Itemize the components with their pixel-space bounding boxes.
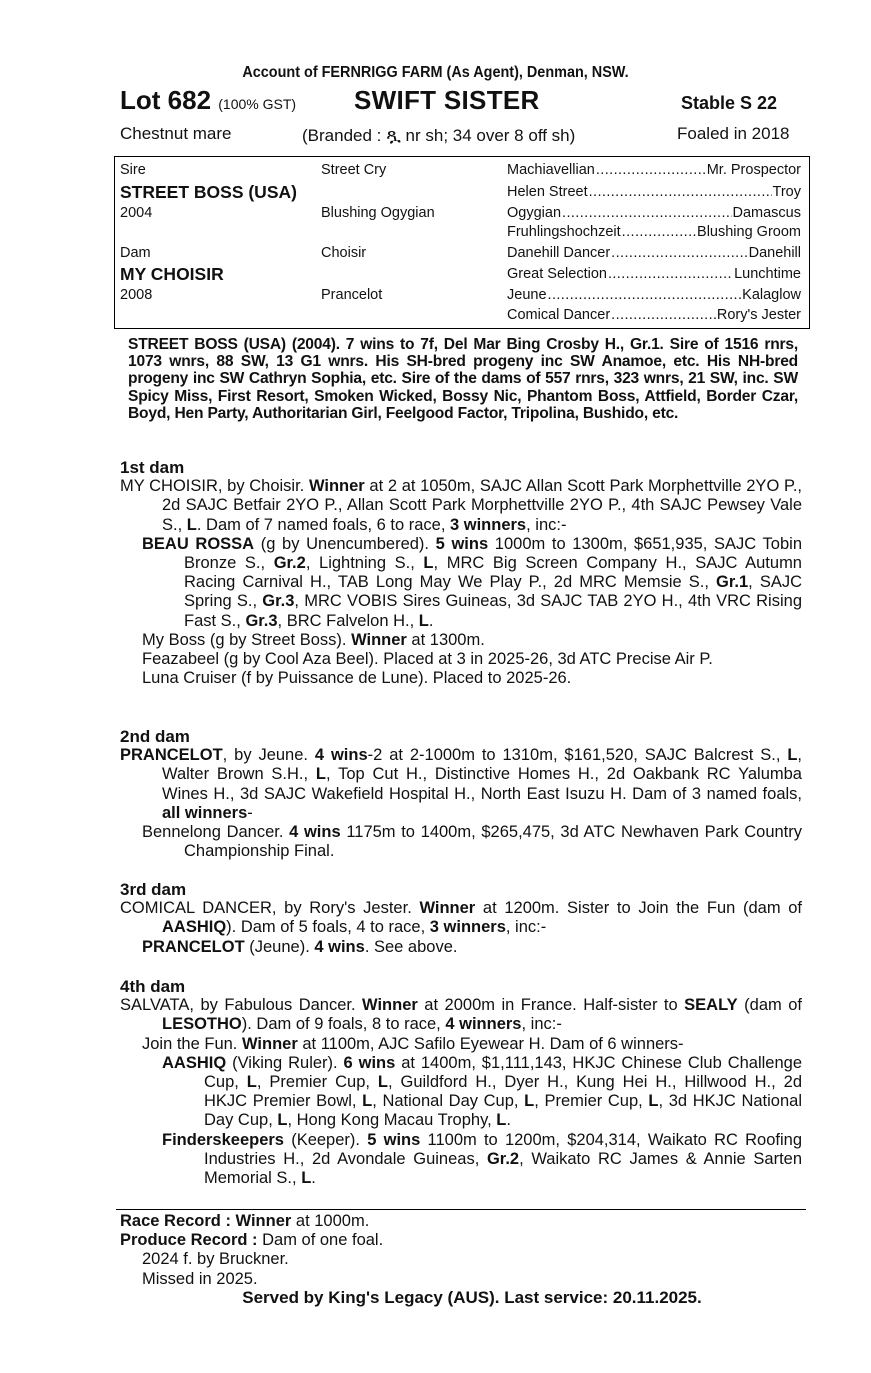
ancestor-row [507, 162, 801, 178]
produce-foal-2024: 2024 f. by Bruckner. [142, 1250, 289, 1269]
third-dam-section [120, 880, 802, 957]
brand-suffix: nr sh; 34 over 8 off sh) [400, 126, 576, 145]
bold: 5 wins [435, 534, 489, 553]
my-boss-entry [142, 631, 802, 650]
ancestor-right: Danehill [748, 245, 801, 261]
sire-label: Sire [120, 162, 146, 178]
horse-name: PRANCELOT [120, 746, 223, 765]
ancestor-row [507, 224, 801, 240]
horse-name: SEALY [684, 996, 738, 1015]
text: . Dam of 7 named foals, 6 to race, [196, 515, 450, 534]
text: -2 at 2-1000m to 1310m, $161,520, SAJC Balcrest S., [367, 746, 788, 765]
horse-name: PRANCELOT [142, 937, 245, 956]
brand-description [302, 124, 575, 146]
ancestor-left: Comical Dancer [507, 307, 611, 323]
brand-mark-icon: ጿ [386, 124, 401, 146]
ancestor-row [507, 266, 801, 282]
ancestor-right: Kalaglow [742, 287, 801, 303]
luna-cruiser-entry: Luna Cruiser (f by Puissance de Lune). Placed to 2025-26. [142, 669, 572, 688]
text: at 2 at 1050m, SAJC Allan Scott Park Morphettville 2YO P., 2d SAJC Betfair 2YO P., Allan Scott Park Morphettville 2YO P., 4th SAJC Pewsey Vale S., [162, 477, 802, 534]
text: 1175m to 1400m, $265,475, 3d ATC Newhaven Park Country Championship Final. [184, 823, 802, 861]
text: at 2000m in France. Half-sister to [417, 996, 685, 1015]
ancestor-row [507, 245, 801, 261]
ancestor-right: Rory's Jester [716, 307, 801, 323]
bennelong-dancer-entry [142, 823, 802, 861]
brand-prefix: (Branded : [302, 126, 387, 145]
pedigree-table [114, 156, 810, 329]
service-note: Served by King's Legacy (AUS). Last service: 20.11.2025. [242, 1288, 702, 1307]
text: (Keeper). [283, 1130, 368, 1149]
text: , BRC Falvelon H., [277, 611, 419, 630]
text: MY CHOISIR, by Choisir. [120, 477, 309, 496]
ancestor-left: Fruhlingshochzeit [507, 224, 621, 240]
text: , inc:- [526, 515, 567, 534]
horse-name: AASHIQ [162, 1053, 227, 1072]
sire-summary: STREET BOSS (USA) (2004). 7 wins to 7f, Del Mar Bing Crosby H., Gr.1. Sire of 1516 rnrs, 1073 wnrs, 88 SW, 13 G1 wnrs. His SH-bred progeny inc SW Anamoe, etc. His NH-bred progeny inc SW Cathryn Sophia, etc. Sire of the dams of 557 rnrs, 323 wnrs, 21 SW, inc. SW Spicy Miss, First Resort, Smoken Wicked, Bossy Nic, Phantom Boss, Attfield, Border Czar, Boyd, Hen Party, Authoritarian Girl, Feelgood Factor, Tripolina, Bushido, etc. [128, 336, 798, 422]
text: (Viking Ruler). [226, 1053, 344, 1072]
text: , 3d HKJC National Day Cup, [204, 1092, 802, 1130]
horse-name: Finderskeepers [162, 1130, 284, 1149]
text: (Jeune). [244, 937, 315, 956]
second-dam-text [120, 746, 802, 823]
prancelot-entry [142, 938, 802, 957]
group: Gr.3 [262, 592, 295, 611]
text: , inc:- [505, 918, 547, 937]
text: , National Day Cup, [372, 1092, 525, 1111]
produce-record [120, 1231, 802, 1250]
ancestor-left: Machiavellian [507, 162, 595, 178]
dam-dam: Prancelot [321, 287, 383, 303]
ancestor-left: Helen Street [507, 184, 588, 200]
text: . [311, 1169, 316, 1188]
text: . [428, 611, 434, 630]
text: - [247, 803, 253, 822]
bold: all winners [162, 803, 248, 822]
ancestor-right: Mr. Prospector [706, 162, 801, 178]
bold: Winner [241, 1034, 298, 1053]
group: Gr.2 [486, 1149, 520, 1168]
first-dam-section [120, 458, 802, 688]
group: Gr.2 [273, 554, 306, 573]
ancestor-left: Danehill Dancer [507, 245, 611, 261]
text: at 1200m. Sister to Join the Fun (dam of [475, 899, 802, 918]
foaled-year: Foaled in 2018 [677, 124, 790, 143]
race-record-value: at 1000m. [291, 1212, 370, 1230]
beau-rossa-entry [142, 535, 802, 631]
text: , Top Cut H., Distinctive Homes H., 2d Oakbank RC Yalumba Wines H., 3d SAJC Wakefield Hospital H., North East Isuzu H. Dam of 3 named foals, [162, 765, 802, 803]
sire-year: 2004 [120, 205, 153, 221]
listed: L [524, 1092, 535, 1111]
listed: L [423, 554, 434, 573]
text: 1100m to 1200m, $204,314, Waikato RC Roofing Industries H., 2d Avondale Guineas, [204, 1130, 802, 1168]
dam-name: MY CHOISIR [120, 264, 224, 284]
text: , by Jeune. [222, 746, 315, 765]
listed: L [186, 515, 197, 534]
text: Bennelong Dancer. [142, 823, 290, 842]
bold: 3 winners [449, 515, 527, 534]
sire-sire: Street Cry [321, 162, 387, 178]
group: Gr.3 [245, 611, 278, 630]
bold: 4 wins [314, 937, 365, 956]
text: at 1300m. [406, 630, 485, 649]
sire-dam: Blushing Ogygian [321, 205, 435, 221]
listed: L [418, 611, 429, 630]
bold: 6 wins [343, 1053, 396, 1072]
text: SALVATA, by Fabulous Dancer. [120, 996, 363, 1015]
horse-name: BEAU ROSSA [142, 534, 255, 553]
third-dam-text [120, 899, 802, 937]
third-dam-heading: 3rd dam [120, 880, 187, 899]
stable-number: Stable S 22 [681, 93, 778, 113]
ancestor-left: Jeune [507, 287, 547, 303]
ancestor-right: Damascus [732, 205, 801, 221]
text: , Lightning S., [305, 554, 424, 573]
listed: L [362, 1092, 373, 1111]
ancestor-right: Troy [772, 184, 801, 200]
listed: L [496, 1111, 507, 1130]
aashiq-entry [162, 1054, 802, 1131]
ancestor-right: Lunchtime [734, 266, 801, 282]
fourth-dam-section [120, 977, 802, 1188]
second-dam-heading: 2nd dam [120, 727, 190, 746]
text: , Walter Brown S.H., [162, 746, 803, 784]
ancestor-row [507, 287, 801, 303]
horse-name: AASHIQ [162, 918, 227, 937]
fourth-dam-heading: 4th dam [120, 977, 186, 996]
ancestor-left: Ogygian [507, 205, 562, 221]
text: COMICAL DANCER, by Rory's Jester. [120, 899, 420, 918]
bold: 4 wins [289, 823, 341, 842]
listed: L [787, 746, 798, 765]
ancestor-row [507, 205, 801, 221]
first-dam-heading: 1st dam [120, 458, 185, 477]
text: My Boss (g by Street Boss). [142, 630, 352, 649]
lot-label: Lot 682 [120, 85, 212, 115]
listed: L [277, 1111, 288, 1130]
text: , MRC Big Screen Company H., SAJC Autumn Racing Carnival H., TAB Long May We Play P., 2d MRC Memsie S., [184, 554, 802, 592]
listed: L [246, 1073, 257, 1092]
text: . [506, 1111, 511, 1130]
ancestor-left: Great Selection [507, 266, 607, 282]
divider [116, 1209, 806, 1210]
bold: Winner [308, 477, 365, 496]
ancestor-right: Blushing Groom [697, 224, 801, 240]
text: , inc:- [521, 1015, 562, 1034]
text: at 1100m, AJC Safilo Eyewear H. Dam of 6 winners- [297, 1034, 684, 1053]
text: , Premier Cup, [534, 1092, 649, 1111]
text: . See above. [364, 937, 458, 956]
bold: 3 winners [429, 918, 506, 937]
text: , SAJC Spring S., [184, 573, 802, 611]
ancestor-row [507, 307, 801, 323]
text: ). Dam of 9 foals, 8 to race, [241, 1015, 446, 1034]
dam-label: Dam [120, 245, 151, 261]
text: ). Dam of 5 foals, 4 to race, [226, 918, 430, 937]
listed: L [648, 1092, 659, 1111]
text: (g by Unencumbered). [254, 534, 436, 553]
listed: L [377, 1073, 388, 1092]
bold: 4 wins [314, 746, 368, 765]
lot-number [120, 85, 296, 116]
race-record-label: Race Record : Winner [120, 1212, 292, 1230]
horse-name: SWIFT SISTER [354, 85, 540, 115]
text: , MRC VOBIS Sires Guineas, 3d SAJC TAB 2YO H., 4th VRC Rising Fast S., [184, 592, 802, 630]
second-dam-section [120, 727, 802, 861]
text: at 1400m, $1,111,143, HKJC Chinese Club Challenge Cup, [204, 1053, 803, 1092]
horse-name: LESOTHO [162, 1015, 242, 1034]
text: , Guildford H., Dyer H., Kung Hei H., Hillwood H., 2d HKJC Premier Bowl, [204, 1073, 803, 1111]
produce-missed-2025: Missed in 2025. [142, 1269, 258, 1288]
text: , Hong Kong Macau Trophy, [287, 1111, 497, 1130]
fourth-dam-text [120, 996, 802, 1034]
bold: Winner [351, 630, 407, 649]
ancestor-row [507, 184, 801, 200]
first-dam-text [120, 477, 802, 535]
join-the-fun-entry [142, 1035, 802, 1054]
text: 1000m to 1300m, $651,935, SAJC Tobin Bronze S., [184, 534, 802, 573]
text: (dam of [737, 996, 802, 1015]
group: Gr.1 [716, 573, 749, 592]
text: , Waikato RC James & Annie Sarten Memorial S., [204, 1149, 803, 1188]
bold: Winner [419, 899, 476, 918]
bold: 4 winners [445, 1015, 522, 1034]
finderskeepers-entry [162, 1131, 802, 1189]
bold: 5 wins [367, 1130, 421, 1149]
text: , Premier Cup, [256, 1073, 378, 1092]
listed: L [301, 1169, 312, 1188]
account-line: Account of FERNRIGG FARM (As Agent), Denman, NSW. [242, 64, 629, 81]
produce-record-value: Dam of one foal. [257, 1231, 384, 1250]
records-section [120, 1212, 802, 1289]
horse-sex-colour: Chestnut mare [120, 124, 232, 143]
text: Join the Fun. [142, 1034, 242, 1053]
produce-record-label: Produce Record : [120, 1231, 258, 1250]
gst-note: (100% GST) [218, 96, 297, 112]
feazabeel-entry: Feazabeel (g by Cool Aza Beel). Placed at 3 in 2025-26, 3d ATC Precise Air P. [142, 650, 713, 669]
dam-sire: Choisir [321, 245, 367, 261]
dam-year: 2008 [120, 287, 153, 303]
listed: L [315, 765, 326, 784]
sire-name: STREET BOSS (USA) [120, 182, 297, 202]
race-record [120, 1212, 802, 1231]
bold: Winner [362, 996, 418, 1015]
